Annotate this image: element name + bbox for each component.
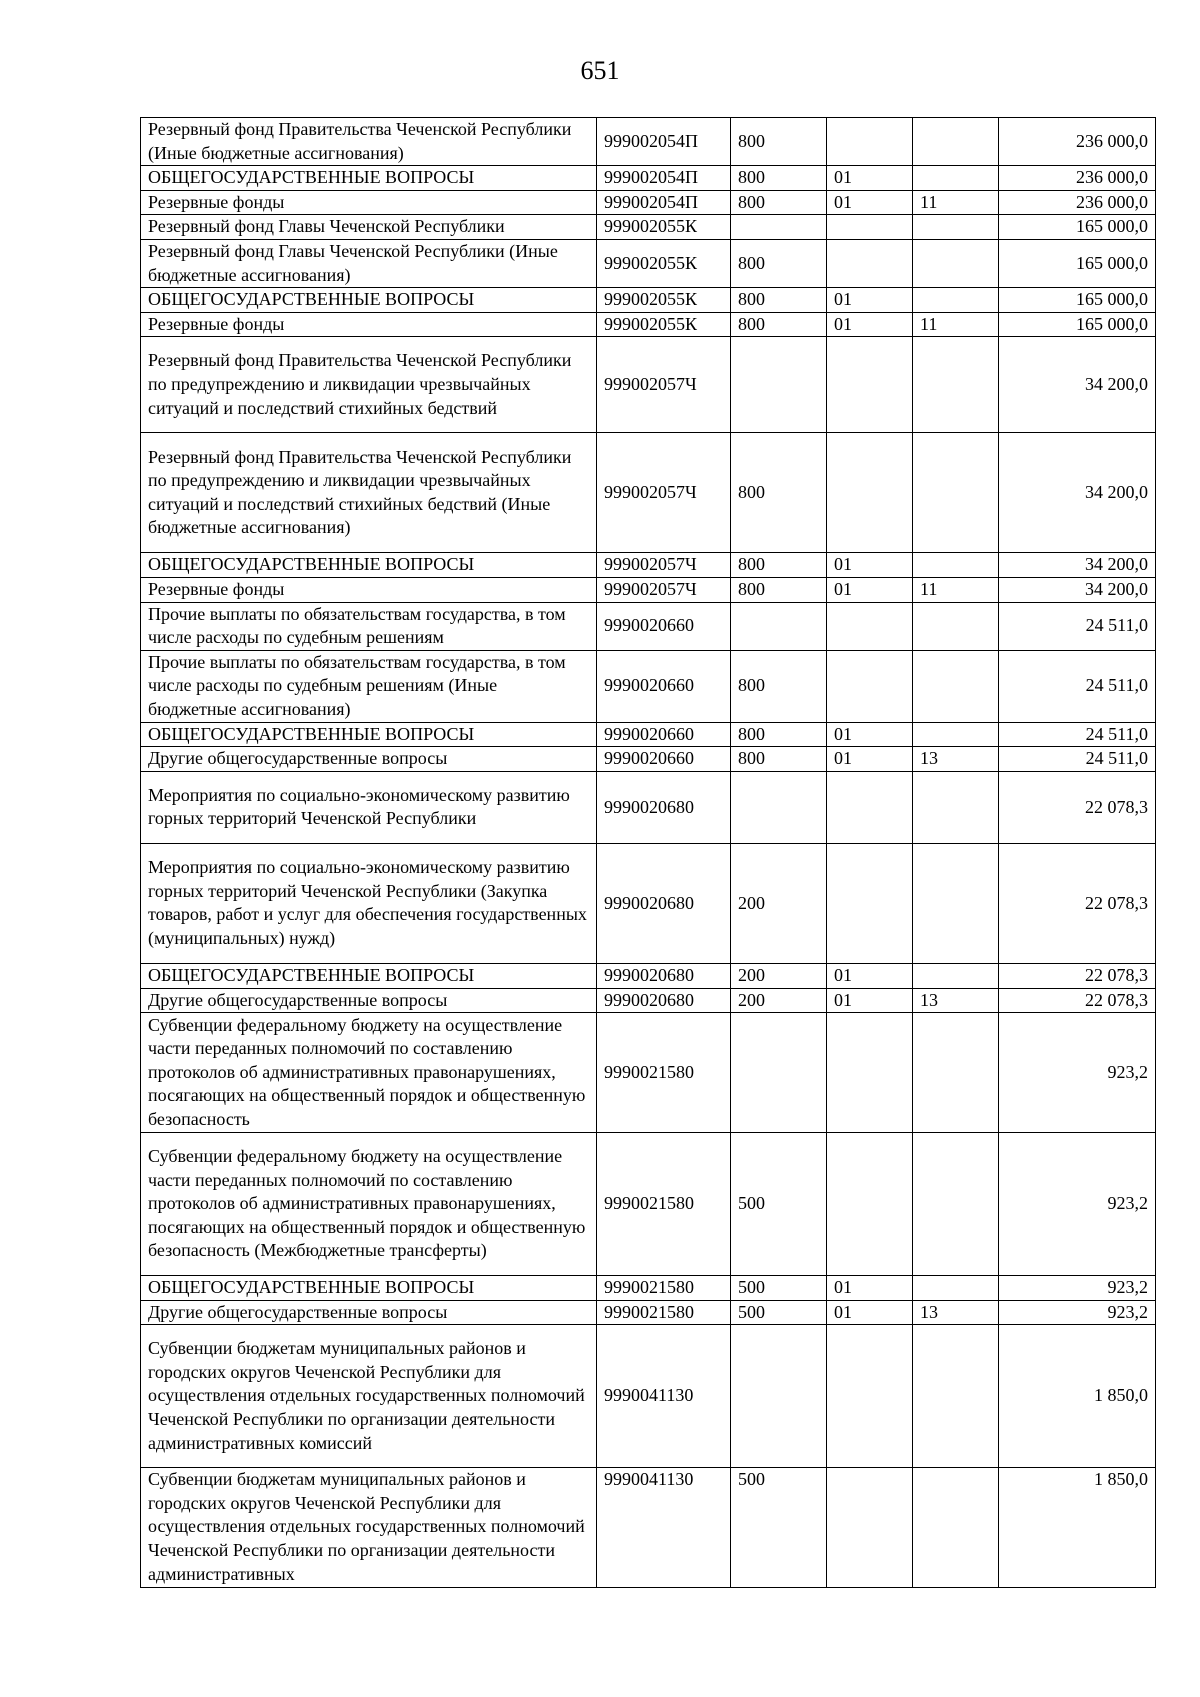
table-row bbox=[141, 963, 1156, 988]
row-expense-type: 800 bbox=[731, 118, 827, 166]
row-section: 01 bbox=[827, 988, 913, 1013]
table-row bbox=[141, 553, 1156, 578]
table-row bbox=[141, 337, 1156, 433]
row-sum: 923,2 bbox=[999, 1276, 1156, 1301]
row-name: Резервные фонды bbox=[141, 577, 597, 602]
table-row bbox=[141, 1133, 1156, 1276]
row-name: Резервный фонд Правительства Чеченской Республики по предупреждению и ликвидации чрезвычайных ситуаций и последствий стихийных бедствий bbox=[141, 337, 597, 433]
row-code: 999002055К bbox=[597, 312, 731, 337]
row-sum: 236 000,0 bbox=[999, 166, 1156, 191]
row-expense-type: 500 bbox=[731, 1468, 827, 1588]
row-expense-type bbox=[731, 337, 827, 433]
row-name: ОБЩЕГОСУДАРСТВЕННЫЕ ВОПРОСЫ bbox=[141, 722, 597, 747]
row-name: ОБЩЕГОСУДАРСТВЕННЫЕ ВОПРОСЫ bbox=[141, 288, 597, 313]
row-sum: 22 078,3 bbox=[999, 963, 1156, 988]
row-subsection bbox=[913, 433, 999, 553]
row-name: ОБЩЕГОСУДАРСТВЕННЫЕ ВОПРОСЫ bbox=[141, 166, 597, 191]
row-sum: 923,2 bbox=[999, 1013, 1156, 1133]
row-section bbox=[827, 650, 913, 722]
row-name: Субвенции федеральному бюджету на осуществление части переданных полномочий по составлению протоколов об административных правонарушениях, посягающих на общественный порядок и общественную безопасность (Межбюджетные трансферты) bbox=[141, 1133, 597, 1276]
row-name: Прочие выплаты по обязательствам государства, в том числе расходы по судебным решениям bbox=[141, 602, 597, 650]
row-code: 999002054П bbox=[597, 118, 731, 166]
row-name: Субвенции бюджетам муниципальных районов и городских округов Чеченской Республики для осуществления отдельных государственных полномочий Чеченской Республики по организации деятельности административных комиссий bbox=[141, 1325, 597, 1468]
row-section bbox=[827, 1325, 913, 1468]
row-subsection bbox=[913, 553, 999, 578]
row-section: 01 bbox=[827, 553, 913, 578]
row-expense-type bbox=[731, 602, 827, 650]
row-subsection bbox=[913, 602, 999, 650]
row-sum: 923,2 bbox=[999, 1133, 1156, 1276]
row-code: 999002057Ч bbox=[597, 553, 731, 578]
row-subsection bbox=[913, 288, 999, 313]
row-code: 999002054П bbox=[597, 190, 731, 215]
row-code: 999002054П bbox=[597, 166, 731, 191]
table-row bbox=[141, 118, 1156, 166]
row-name: Мероприятия по социально-экономическому развитию горных территорий Чеченской Республики (Закупка товаров, работ и услуг для обеспечения государственных (муниципальных) нужд) bbox=[141, 843, 597, 963]
row-subsection bbox=[913, 166, 999, 191]
row-subsection bbox=[913, 215, 999, 240]
row-sum: 24 511,0 bbox=[999, 650, 1156, 722]
row-subsection bbox=[913, 1276, 999, 1301]
row-name: Другие общегосударственные вопросы bbox=[141, 1300, 597, 1325]
row-name: Субвенции бюджетам муниципальных районов и городских округов Чеченской Республики для осуществления отдельных государственных полномочий Чеченской Республики по организации деятельности административных bbox=[141, 1468, 597, 1588]
row-name: Резервный фонд Главы Чеченской Республики bbox=[141, 215, 597, 240]
row-code: 9990020680 bbox=[597, 843, 731, 963]
row-name: Другие общегосударственные вопросы bbox=[141, 988, 597, 1013]
table-row bbox=[141, 166, 1156, 191]
row-name: Резервный фонд Правительства Чеченской Республики (Иные бюджетные ассигнования) bbox=[141, 118, 597, 166]
row-sum: 34 200,0 bbox=[999, 433, 1156, 553]
row-subsection bbox=[913, 843, 999, 963]
table-row bbox=[141, 577, 1156, 602]
row-expense-type: 800 bbox=[731, 577, 827, 602]
page-number: 651 bbox=[580, 56, 620, 85]
row-name: Резервные фонды bbox=[141, 190, 597, 215]
row-section bbox=[827, 215, 913, 240]
row-name: Другие общегосударственные вопросы bbox=[141, 747, 597, 772]
row-sum: 236 000,0 bbox=[999, 190, 1156, 215]
row-sum: 1 850,0 bbox=[999, 1325, 1156, 1468]
row-sum: 22 078,3 bbox=[999, 988, 1156, 1013]
table-row bbox=[141, 1325, 1156, 1468]
row-expense-type: 500 bbox=[731, 1133, 827, 1276]
row-code: 9990021580 bbox=[597, 1133, 731, 1276]
row-sum: 34 200,0 bbox=[999, 553, 1156, 578]
row-sum: 923,2 bbox=[999, 1300, 1156, 1325]
table-row bbox=[141, 1013, 1156, 1133]
row-subsection bbox=[913, 771, 999, 843]
row-section bbox=[827, 337, 913, 433]
row-subsection: 13 bbox=[913, 988, 999, 1013]
budget-table bbox=[140, 117, 1156, 1588]
row-code: 9990041130 bbox=[597, 1468, 731, 1588]
row-sum: 22 078,3 bbox=[999, 843, 1156, 963]
row-sum: 24 511,0 bbox=[999, 722, 1156, 747]
table-row bbox=[141, 988, 1156, 1013]
row-sum: 165 000,0 bbox=[999, 239, 1156, 287]
row-sum: 236 000,0 bbox=[999, 118, 1156, 166]
table-row bbox=[141, 1276, 1156, 1301]
row-expense-type: 200 bbox=[731, 988, 827, 1013]
row-code: 9990020660 bbox=[597, 602, 731, 650]
row-subsection bbox=[913, 337, 999, 433]
row-section bbox=[827, 239, 913, 287]
row-subsection bbox=[913, 650, 999, 722]
row-name: Резервный фонд Главы Чеченской Республики (Иные бюджетные ассигнования) bbox=[141, 239, 597, 287]
row-expense-type bbox=[731, 215, 827, 240]
row-section bbox=[827, 118, 913, 166]
row-subsection bbox=[913, 1468, 999, 1588]
row-expense-type: 800 bbox=[731, 239, 827, 287]
row-section: 01 bbox=[827, 747, 913, 772]
table-row bbox=[141, 722, 1156, 747]
table-row bbox=[141, 747, 1156, 772]
row-section bbox=[827, 1013, 913, 1133]
row-section bbox=[827, 433, 913, 553]
row-expense-type: 200 bbox=[731, 963, 827, 988]
row-code: 9990020680 bbox=[597, 963, 731, 988]
row-expense-type: 800 bbox=[731, 312, 827, 337]
row-sum: 24 511,0 bbox=[999, 602, 1156, 650]
table-row bbox=[141, 190, 1156, 215]
row-subsection: 13 bbox=[913, 747, 999, 772]
table-row bbox=[141, 1300, 1156, 1325]
row-section bbox=[827, 1468, 913, 1588]
row-subsection: 13 bbox=[913, 1300, 999, 1325]
table-row bbox=[141, 288, 1156, 313]
row-sum: 1 850,0 bbox=[999, 1468, 1156, 1588]
row-expense-type bbox=[731, 1013, 827, 1133]
row-code: 999002055К bbox=[597, 239, 731, 287]
row-code: 9990020660 bbox=[597, 722, 731, 747]
row-section bbox=[827, 1133, 913, 1276]
row-name: Мероприятия по социально-экономическому развитию горных территорий Чеченской Республики bbox=[141, 771, 597, 843]
table-row bbox=[141, 1468, 1156, 1588]
row-subsection bbox=[913, 722, 999, 747]
row-code: 9990020680 bbox=[597, 771, 731, 843]
table-row bbox=[141, 771, 1156, 843]
row-code: 999002057Ч bbox=[597, 433, 731, 553]
row-sum: 24 511,0 bbox=[999, 747, 1156, 772]
row-code: 9990041130 bbox=[597, 1325, 731, 1468]
table-row bbox=[141, 602, 1156, 650]
row-section: 01 bbox=[827, 963, 913, 988]
row-subsection bbox=[913, 118, 999, 166]
row-sum: 22 078,3 bbox=[999, 771, 1156, 843]
row-code: 9990021580 bbox=[597, 1276, 731, 1301]
row-section bbox=[827, 602, 913, 650]
row-section: 01 bbox=[827, 190, 913, 215]
row-expense-type: 800 bbox=[731, 650, 827, 722]
row-section: 01 bbox=[827, 1300, 913, 1325]
row-sum: 165 000,0 bbox=[999, 288, 1156, 313]
row-subsection: 11 bbox=[913, 190, 999, 215]
row-expense-type: 200 bbox=[731, 843, 827, 963]
row-subsection: 11 bbox=[913, 577, 999, 602]
row-sum: 165 000,0 bbox=[999, 312, 1156, 337]
row-name: ОБЩЕГОСУДАРСТВЕННЫЕ ВОПРОСЫ bbox=[141, 1276, 597, 1301]
table-row bbox=[141, 239, 1156, 287]
table-row bbox=[141, 312, 1156, 337]
row-expense-type: 800 bbox=[731, 722, 827, 747]
row-code: 999002057Ч bbox=[597, 337, 731, 433]
row-code: 9990021580 bbox=[597, 1300, 731, 1325]
row-code: 9990020660 bbox=[597, 650, 731, 722]
row-expense-type: 800 bbox=[731, 433, 827, 553]
row-section: 01 bbox=[827, 312, 913, 337]
row-section: 01 bbox=[827, 577, 913, 602]
row-sum: 34 200,0 bbox=[999, 577, 1156, 602]
row-subsection: 11 bbox=[913, 312, 999, 337]
budget-table-body bbox=[141, 118, 1156, 1588]
row-section: 01 bbox=[827, 722, 913, 747]
row-subsection bbox=[913, 1013, 999, 1133]
row-code: 999002057Ч bbox=[597, 577, 731, 602]
row-expense-type: 800 bbox=[731, 553, 827, 578]
row-expense-type: 800 bbox=[731, 747, 827, 772]
row-subsection bbox=[913, 1325, 999, 1468]
table-row bbox=[141, 215, 1156, 240]
row-section bbox=[827, 843, 913, 963]
row-code: 9990020680 bbox=[597, 988, 731, 1013]
table-row bbox=[141, 843, 1156, 963]
row-name: Резервные фонды bbox=[141, 312, 597, 337]
row-expense-type: 800 bbox=[731, 288, 827, 313]
row-code: 999002055К bbox=[597, 215, 731, 240]
row-name: Резервный фонд Правительства Чеченской Республики по предупреждению и ликвидации чрезвычайных ситуаций и последствий стихийных бедствий (Иные бюджетные ассигнования) bbox=[141, 433, 597, 553]
row-sum: 34 200,0 bbox=[999, 337, 1156, 433]
row-name: Прочие выплаты по обязательствам государства, в том числе расходы по судебным решениям (Иные бюджетные ассигнования) bbox=[141, 650, 597, 722]
row-name: ОБЩЕГОСУДАРСТВЕННЫЕ ВОПРОСЫ bbox=[141, 963, 597, 988]
row-code: 9990020660 bbox=[597, 747, 731, 772]
row-expense-type: 800 bbox=[731, 166, 827, 191]
row-subsection bbox=[913, 963, 999, 988]
row-expense-type: 500 bbox=[731, 1300, 827, 1325]
row-subsection bbox=[913, 1133, 999, 1276]
row-sum: 165 000,0 bbox=[999, 215, 1156, 240]
row-expense-type bbox=[731, 771, 827, 843]
row-code: 9990021580 bbox=[597, 1013, 731, 1133]
row-code: 999002055К bbox=[597, 288, 731, 313]
row-section: 01 bbox=[827, 288, 913, 313]
table-row bbox=[141, 650, 1156, 722]
row-section bbox=[827, 771, 913, 843]
row-section: 01 bbox=[827, 166, 913, 191]
row-name: Субвенции федеральному бюджету на осуществление части переданных полномочий по составлению протоколов об административных правонарушениях, посягающих на общественный порядок и общественную безопасность bbox=[141, 1013, 597, 1133]
row-name: ОБЩЕГОСУДАРСТВЕННЫЕ ВОПРОСЫ bbox=[141, 553, 597, 578]
row-section: 01 bbox=[827, 1276, 913, 1301]
row-expense-type bbox=[731, 1325, 827, 1468]
row-expense-type: 800 bbox=[731, 190, 827, 215]
row-expense-type: 500 bbox=[731, 1276, 827, 1301]
table-row bbox=[141, 433, 1156, 553]
row-subsection bbox=[913, 239, 999, 287]
